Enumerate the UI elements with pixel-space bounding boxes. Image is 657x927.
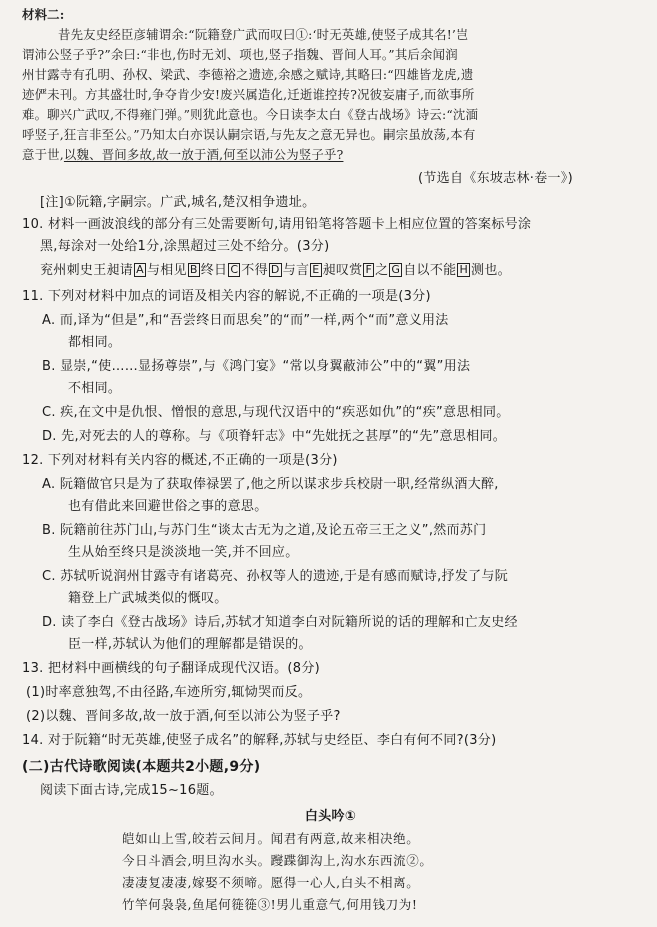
q12-option-d: D. 读了李白《登古战场》诗后,苏轼才知道李白对阮籍所说的话的理解和亡友史经 — [42, 615, 518, 630]
sentence-segment: 与相见 — [146, 263, 187, 278]
q14-stem: 14. 对于阮籍“时无英雄,使竖子成名”的解释,苏轼与史经臣、李白有何不同?(3分) — [22, 733, 497, 748]
poem-line: 凄凄复凄凄,嫁娶不须啼。愿得一心人,白头不相离。 — [122, 875, 420, 890]
poem-line: 皑如山上雪,皎若云间月。闻君有两意,故来相决绝。 — [122, 831, 420, 846]
q11-stem: 11. 下列对材料中加点的词语及相关内容的解说,不正确的一项是(3分) — [22, 289, 431, 304]
q10-stem: 10. 材料一画波浪线的部分有三处需要断句,请用铅笔将答题卡上相应位置的答案标号涂 — [22, 217, 532, 232]
break-marker-b: B — [189, 263, 198, 276]
sentence-segment: 昶叹赏 — [322, 263, 363, 278]
q13-stem: 13. 把材料中画横线的句子翻译成现代汉语。(8分) — [22, 661, 321, 676]
q12-option-a-cont: 也有借此来回避世俗之事的意思。 — [68, 499, 268, 514]
break-marker-c: C — [230, 263, 239, 276]
underlined-sentence: 以魏、晋间多故,故一放于酒,何至以沛公为竖子乎? — [63, 147, 344, 162]
passage-line: 州甘露寺有孔明、孙权、梁武、李德裕之遗迹,余感之赋诗,其略曰:“四雄皆龙虎,遗 — [22, 67, 474, 82]
q12-option-d-cont: 臣一样,苏轼认为他们的理解都是错误的。 — [68, 637, 312, 652]
break-marker-a: A — [136, 263, 144, 276]
q11-option-a: A. 而,译为“但是”,和“吾尝终日而思矣”的“而”一样,两个“而”意义用法 — [42, 313, 449, 328]
q10-stem-cont: 黑,每涂对一处给1分,涂黑超过三处不给分。(3分) — [40, 239, 330, 254]
q10-sentence — [40, 262, 511, 280]
break-marker-f: F — [365, 263, 373, 276]
sentence-segment: 兖州刺史王昶请 — [40, 263, 134, 278]
material-label: 材料二: — [22, 7, 65, 22]
q12-option-a: A. 阮籍做官只是为了获取俸禄罢了,他之所以谋求步兵校尉一职,经常纵酒大醉, — [42, 477, 499, 492]
passage-line: 谓沛公竖子乎?”余曰:“非也,伤时无刘、项也,竖子指魏、晋间人耳。”其后余闻润 — [22, 47, 458, 62]
q12-option-c: C. 苏轼听说润州甘露寺有诸葛亮、孙权等人的遗迹,于是有感而赋诗,抒发了与阮 — [42, 569, 509, 584]
q13-item-1: (1)时率意独驾,不由径路,车迹所穷,辄恸哭而反。 — [26, 685, 312, 700]
passage-line: 迹俨未刊。方其盛壮时,争夺肯少安!废兴属造化,迁逝谁控抟?况彼妄庸子,而欲事所 — [22, 87, 475, 102]
section-heading: (二)古代诗歌阅读(本题共2小题,9分) — [22, 759, 261, 775]
break-marker-e: E — [312, 263, 320, 276]
poem-line: 竹竿何袅袅,鱼尾何簁簁③!男儿重意气,何用钱刀为! — [122, 897, 418, 912]
poem-title: 白头吟① — [304, 809, 357, 824]
q11-option-b: B. 显崇,“使……显扬尊崇”,与《鸿门宴》“常以身翼蔽沛公”中的“翼”用法 — [42, 359, 471, 374]
q11-option-b-cont: 不相同。 — [68, 381, 122, 396]
poem-line: 今日斗酒会,明旦沟水头。躞蹀御沟上,沟水东西流②。 — [122, 853, 433, 868]
sentence-segment: 之 — [375, 263, 389, 278]
passage-line: 昔先友史经臣彦辅谓余:“阮籍登广武而叹曰①:‘时无英雄,使竖子成其名!’岂 — [58, 27, 469, 42]
sentence-segment: 与言 — [282, 263, 310, 278]
passage-source: (节选自《东坡志林·卷一》) — [418, 171, 573, 186]
footnote: [注]①阮籍,字嗣宗。广武,城名,楚汉相争遗址。 — [40, 195, 316, 210]
q11-option-c: C. 疾,在文中是仇恨、憎恨的意思,与现代汉语中的“疾恶如仇”的“疾”意思相同。 — [42, 405, 510, 420]
passage-last-line — [22, 146, 343, 164]
sentence-segment: 终日 — [200, 263, 228, 278]
q11-option-a-cont: 都相同。 — [68, 335, 122, 350]
sentence-segment: 自以不能 — [403, 263, 457, 278]
q12-option-c-cont: 籍登上广武城类似的慨叹。 — [68, 591, 228, 606]
q12-option-b-cont: 生从始至终只是淡淡地一笑,并不回应。 — [68, 545, 299, 560]
section-instruction: 阅读下面古诗,完成15~16题。 — [40, 783, 223, 798]
sentence-segment: 不得 — [241, 263, 268, 278]
passage-line: 难。聊兴广武叹,不得雍门弹。”则犹此意也。今日读李太白《登古战场》诗云:“沈湎 — [22, 107, 479, 122]
q13-item-2: (2)以魏、晋间多故,故一放于酒,何至以沛公为竖子乎? — [26, 709, 341, 724]
passage-line: 呼竖子,狂言非至公。”乃知太白亦误认嗣宗语,与先友之意无异也。嗣宗虽放荡,本有 — [22, 127, 476, 142]
break-marker-d: D — [270, 263, 280, 276]
q11-option-d: D. 先,对死去的人的尊称。与《项脊轩志》中“先妣抚之甚厚”的“先”意思相同。 — [42, 429, 507, 444]
sentence-segment: 测也。 — [471, 263, 511, 278]
break-marker-h: H — [459, 263, 469, 276]
passage-text: 意于世, — [22, 147, 64, 162]
break-marker-g: G — [391, 263, 401, 276]
q12-option-b: B. 阮籍前往苏门山,与苏门生“谈太古无为之道,及论五帝三王之义”,然而苏门 — [42, 523, 487, 538]
q12-stem: 12. 下列对材料有关内容的概述,不正确的一项是(3分) — [22, 453, 338, 468]
